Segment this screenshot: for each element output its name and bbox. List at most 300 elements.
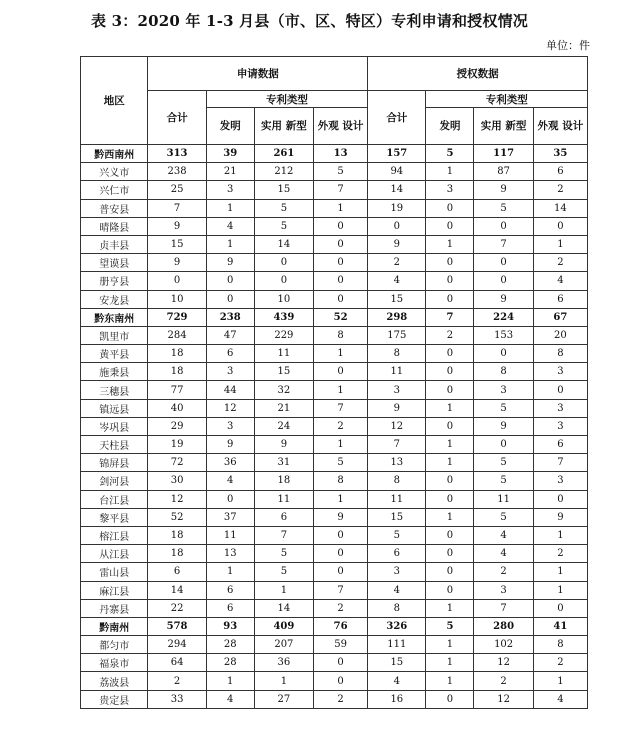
grant-total-cell: 19 — [368, 199, 426, 217]
grant-invention-cell: 0 — [426, 490, 474, 508]
apply-invention-cell: 3 — [206, 417, 254, 435]
region-cell: 凯里市 — [81, 326, 148, 344]
apply-total-cell: 52 — [148, 508, 206, 526]
apply-invention-cell: 12 — [206, 399, 254, 417]
grant-utility-cell: 5 — [474, 454, 533, 472]
grant-design-cell: 6 — [533, 436, 587, 454]
apply-utility-cell: 14 — [254, 599, 313, 617]
apply-design-cell: 0 — [314, 272, 368, 290]
region-cell: 台江县 — [81, 490, 148, 508]
grant-utility-cell: 3 — [474, 581, 533, 599]
grant-design-cell: 35 — [533, 145, 587, 163]
grant-utility-cell: 0 — [474, 254, 533, 272]
apply-total-header: 合计 — [148, 91, 206, 145]
apply-invention-cell: 28 — [206, 636, 254, 654]
apply-total-cell: 77 — [148, 381, 206, 399]
grant-utility-cell: 5 — [474, 472, 533, 490]
table-row — [81, 254, 588, 272]
grant-invention-cell: 0 — [426, 526, 474, 544]
apply-total-cell: 9 — [148, 217, 206, 235]
table-row — [81, 181, 588, 199]
table-row — [81, 636, 588, 654]
grant-design-cell: 67 — [533, 308, 587, 326]
grant-utility-cell: 0 — [474, 217, 533, 235]
apply-design-cell: 0 — [314, 672, 368, 690]
apply-design-cell: 2 — [314, 690, 368, 708]
apply-design-cell: 9 — [314, 508, 368, 526]
grant-invention-cell: 1 — [426, 454, 474, 472]
grant-design-cell: 0 — [533, 217, 587, 235]
grant-total-cell: 15 — [368, 290, 426, 308]
apply-invention-cell: 4 — [206, 472, 254, 490]
grant-total-cell: 7 — [368, 436, 426, 454]
grant-design-cell: 41 — [533, 617, 587, 635]
region-cell: 黔南州 — [81, 617, 148, 635]
apply-design-cell: 5 — [314, 454, 368, 472]
table-row — [81, 454, 588, 472]
table-row — [81, 545, 588, 563]
apply-total-cell: 19 — [148, 436, 206, 454]
apply-invention-cell: 21 — [206, 163, 254, 181]
apply-invention-cell: 93 — [206, 617, 254, 635]
apply-total-cell: 40 — [148, 399, 206, 417]
grant-total-cell: 8 — [368, 472, 426, 490]
grant-invention-cell: 0 — [426, 581, 474, 599]
apply-design-cell: 76 — [314, 617, 368, 635]
apply-utility-cell: 21 — [254, 399, 313, 417]
region-cell: 三穗县 — [81, 381, 148, 399]
table-body — [81, 145, 588, 709]
region-cell: 剑河县 — [81, 472, 148, 490]
grant-design-cell: 6 — [533, 163, 587, 181]
table-row — [81, 490, 588, 508]
table-row — [81, 599, 588, 617]
grant-group-header: 授权数据 — [368, 57, 588, 91]
apply-invention-cell: 37 — [206, 508, 254, 526]
grant-utility-cell: 5 — [474, 399, 533, 417]
apply-design-cell: 0 — [314, 363, 368, 381]
grant-design-cell: 8 — [533, 636, 587, 654]
table-row — [81, 508, 588, 526]
grant-utility-cell: 3 — [474, 381, 533, 399]
apply-invention-cell: 0 — [206, 490, 254, 508]
grant-total-cell: 4 — [368, 581, 426, 599]
grant-type-header: 专利类型 — [426, 91, 588, 108]
table-row — [81, 363, 588, 381]
region-cell: 黔东南州 — [81, 308, 148, 326]
table-row — [81, 290, 588, 308]
apply-design-cell: 13 — [314, 145, 368, 163]
apply-utility-header: 实用 新型 — [254, 108, 313, 145]
apply-utility-cell: 18 — [254, 472, 313, 490]
grant-utility-cell: 2 — [474, 563, 533, 581]
apply-invention-cell: 3 — [206, 363, 254, 381]
region-cell: 晴隆县 — [81, 217, 148, 235]
apply-total-cell: 284 — [148, 326, 206, 344]
grant-invention-cell: 0 — [426, 545, 474, 563]
apply-invention-cell: 9 — [206, 254, 254, 272]
apply-invention-cell: 3 — [206, 181, 254, 199]
grant-invention-cell: 0 — [426, 363, 474, 381]
grant-invention-cell: 0 — [426, 417, 474, 435]
apply-invention-cell: 39 — [206, 145, 254, 163]
apply-total-cell: 6 — [148, 563, 206, 581]
apply-utility-cell: 9 — [254, 436, 313, 454]
apply-utility-cell: 5 — [254, 563, 313, 581]
apply-design-cell: 7 — [314, 181, 368, 199]
apply-utility-cell: 261 — [254, 145, 313, 163]
grant-design-cell: 8 — [533, 345, 587, 363]
grant-utility-cell: 2 — [474, 672, 533, 690]
region-cell: 黔西南州 — [81, 145, 148, 163]
apply-utility-cell: 31 — [254, 454, 313, 472]
patent-table — [80, 56, 588, 709]
region-cell: 册亨县 — [81, 272, 148, 290]
grant-design-cell: 3 — [533, 472, 587, 490]
apply-invention-cell: 6 — [206, 345, 254, 363]
table-row — [81, 526, 588, 544]
grant-invention-cell: 1 — [426, 654, 474, 672]
apply-design-cell: 2 — [314, 599, 368, 617]
grant-utility-cell: 7 — [474, 599, 533, 617]
region-cell: 榕江县 — [81, 526, 148, 544]
apply-total-cell: 7 — [148, 199, 206, 217]
apply-type-header: 专利类型 — [206, 91, 367, 108]
grant-total-cell: 11 — [368, 363, 426, 381]
apply-utility-cell: 439 — [254, 308, 313, 326]
grant-utility-header: 实用 新型 — [474, 108, 533, 145]
grant-total-cell: 8 — [368, 599, 426, 617]
apply-total-cell: 29 — [148, 417, 206, 435]
region-cell: 安龙县 — [81, 290, 148, 308]
apply-design-cell: 0 — [314, 526, 368, 544]
grant-total-cell: 15 — [368, 654, 426, 672]
grant-invention-cell: 0 — [426, 254, 474, 272]
apply-invention-cell: 238 — [206, 308, 254, 326]
grant-design-cell: 9 — [533, 508, 587, 526]
apply-utility-cell: 212 — [254, 163, 313, 181]
grant-total-cell: 12 — [368, 417, 426, 435]
grant-utility-cell: 9 — [474, 181, 533, 199]
grant-design-cell: 1 — [533, 235, 587, 253]
region-cell: 黄平县 — [81, 345, 148, 363]
grant-utility-cell: 12 — [474, 690, 533, 708]
apply-design-cell: 52 — [314, 308, 368, 326]
apply-total-cell: 33 — [148, 690, 206, 708]
grant-design-cell: 0 — [533, 490, 587, 508]
grant-total-cell: 8 — [368, 345, 426, 363]
apply-design-cell: 8 — [314, 472, 368, 490]
apply-utility-cell: 5 — [254, 199, 313, 217]
grant-total-cell: 2 — [368, 254, 426, 272]
grant-invention-cell: 0 — [426, 472, 474, 490]
apply-utility-cell: 24 — [254, 417, 313, 435]
grant-invention-header: 发明 — [426, 108, 474, 145]
grant-design-cell: 1 — [533, 563, 587, 581]
apply-design-cell: 0 — [314, 654, 368, 672]
grant-total-cell: 13 — [368, 454, 426, 472]
grant-invention-cell: 1 — [426, 436, 474, 454]
grant-design-cell: 1 — [533, 581, 587, 599]
table-row — [81, 690, 588, 708]
grant-invention-cell: 1 — [426, 399, 474, 417]
grant-utility-cell: 5 — [474, 199, 533, 217]
apply-utility-cell: 14 — [254, 235, 313, 253]
apply-total-cell: 729 — [148, 308, 206, 326]
apply-invention-cell: 44 — [206, 381, 254, 399]
apply-utility-cell: 207 — [254, 636, 313, 654]
apply-design-cell: 1 — [314, 381, 368, 399]
apply-invention-cell: 1 — [206, 235, 254, 253]
grant-utility-cell: 87 — [474, 163, 533, 181]
grant-utility-cell: 0 — [474, 272, 533, 290]
grant-utility-cell: 224 — [474, 308, 533, 326]
region-cell: 兴仁市 — [81, 181, 148, 199]
grant-total-cell: 9 — [368, 399, 426, 417]
table-row — [81, 472, 588, 490]
grant-total-cell: 5 — [368, 526, 426, 544]
grant-total-cell: 14 — [368, 181, 426, 199]
apply-design-cell: 7 — [314, 399, 368, 417]
apply-invention-cell: 6 — [206, 599, 254, 617]
grant-invention-cell: 0 — [426, 199, 474, 217]
grant-design-cell: 2 — [533, 181, 587, 199]
grant-invention-cell: 3 — [426, 181, 474, 199]
grant-design-cell: 20 — [533, 326, 587, 344]
grant-invention-cell: 0 — [426, 217, 474, 235]
grant-total-cell: 3 — [368, 563, 426, 581]
apply-total-cell: 2 — [148, 672, 206, 690]
grant-invention-cell: 2 — [426, 326, 474, 344]
grant-invention-cell: 1 — [426, 235, 474, 253]
grant-utility-cell: 9 — [474, 417, 533, 435]
grant-invention-cell: 0 — [426, 381, 474, 399]
apply-total-cell: 18 — [148, 545, 206, 563]
grant-total-cell: 6 — [368, 545, 426, 563]
grant-design-cell: 2 — [533, 254, 587, 272]
table-row-prefecture — [81, 145, 588, 163]
apply-invention-cell: 6 — [206, 581, 254, 599]
grant-total-cell: 0 — [368, 217, 426, 235]
apply-utility-cell: 0 — [254, 272, 313, 290]
grant-utility-cell: 117 — [474, 145, 533, 163]
grant-invention-cell: 1 — [426, 163, 474, 181]
apply-utility-cell: 1 — [254, 672, 313, 690]
apply-invention-cell: 0 — [206, 290, 254, 308]
table-row — [81, 654, 588, 672]
apply-design-cell: 8 — [314, 326, 368, 344]
table-row — [81, 326, 588, 344]
apply-total-cell: 9 — [148, 254, 206, 272]
grant-utility-cell: 8 — [474, 363, 533, 381]
apply-utility-cell: 409 — [254, 617, 313, 635]
apply-design-cell: 1 — [314, 490, 368, 508]
region-cell: 镇远县 — [81, 399, 148, 417]
apply-utility-cell: 6 — [254, 508, 313, 526]
apply-utility-cell: 27 — [254, 690, 313, 708]
grant-total-cell: 326 — [368, 617, 426, 635]
grant-invention-cell: 0 — [426, 690, 474, 708]
apply-design-cell: 2 — [314, 417, 368, 435]
grant-design-header: 外观 设计 — [533, 108, 587, 145]
grant-utility-cell: 7 — [474, 235, 533, 253]
grant-total-header: 合计 — [368, 91, 426, 145]
apply-design-cell: 59 — [314, 636, 368, 654]
grant-design-cell: 4 — [533, 690, 587, 708]
grant-total-cell: 9 — [368, 235, 426, 253]
region-cell: 锦屏县 — [81, 454, 148, 472]
apply-utility-cell: 15 — [254, 363, 313, 381]
grant-total-cell: 157 — [368, 145, 426, 163]
apply-total-cell: 0 — [148, 272, 206, 290]
grant-invention-cell: 0 — [426, 272, 474, 290]
grant-total-cell: 4 — [368, 672, 426, 690]
table-row — [81, 417, 588, 435]
region-cell: 望谟县 — [81, 254, 148, 272]
apply-total-cell: 25 — [148, 181, 206, 199]
apply-total-cell: 64 — [148, 654, 206, 672]
apply-invention-cell: 4 — [206, 217, 254, 235]
apply-invention-cell: 4 — [206, 690, 254, 708]
apply-invention-cell: 1 — [206, 672, 254, 690]
apply-total-cell: 18 — [148, 526, 206, 544]
apply-utility-cell: 5 — [254, 217, 313, 235]
apply-utility-cell: 10 — [254, 290, 313, 308]
table-title: 表 3：2020 年 1-3 月县（市、区、特区）专利申请和授权情况 — [91, 12, 528, 30]
table-row — [81, 436, 588, 454]
grant-invention-cell: 0 — [426, 345, 474, 363]
apply-design-cell: 1 — [314, 436, 368, 454]
apply-utility-cell: 0 — [254, 254, 313, 272]
apply-total-cell: 10 — [148, 290, 206, 308]
grant-utility-cell: 12 — [474, 654, 533, 672]
table-row — [81, 235, 588, 253]
region-cell: 都匀市 — [81, 636, 148, 654]
grant-total-cell: 4 — [368, 272, 426, 290]
region-cell: 黎平县 — [81, 508, 148, 526]
apply-utility-cell: 36 — [254, 654, 313, 672]
apply-invention-cell: 1 — [206, 199, 254, 217]
apply-total-cell: 294 — [148, 636, 206, 654]
region-header: 地区 — [81, 57, 148, 145]
apply-total-cell: 578 — [148, 617, 206, 635]
apply-total-cell: 15 — [148, 235, 206, 253]
grant-design-cell: 3 — [533, 363, 587, 381]
grant-total-cell: 175 — [368, 326, 426, 344]
grant-total-cell: 11 — [368, 490, 426, 508]
table-row — [81, 345, 588, 363]
apply-design-cell: 0 — [314, 290, 368, 308]
apply-invention-cell: 9 — [206, 436, 254, 454]
grant-utility-cell: 4 — [474, 526, 533, 544]
apply-utility-cell: 5 — [254, 545, 313, 563]
apply-invention-header: 发明 — [206, 108, 254, 145]
apply-design-cell: 0 — [314, 217, 368, 235]
grant-invention-cell: 5 — [426, 617, 474, 635]
grant-design-cell: 3 — [533, 399, 587, 417]
apply-design-header: 外观 设计 — [314, 108, 368, 145]
table-row — [81, 563, 588, 581]
apply-design-cell: 1 — [314, 199, 368, 217]
grant-invention-cell: 0 — [426, 290, 474, 308]
table-row — [81, 199, 588, 217]
table-row — [81, 399, 588, 417]
table-row — [81, 272, 588, 290]
region-cell: 岑巩县 — [81, 417, 148, 435]
apply-total-cell: 18 — [148, 363, 206, 381]
apply-invention-cell: 13 — [206, 545, 254, 563]
grant-design-cell: 0 — [533, 599, 587, 617]
grant-total-cell: 16 — [368, 690, 426, 708]
region-cell: 兴义市 — [81, 163, 148, 181]
table-row-prefecture — [81, 308, 588, 326]
grant-utility-cell: 4 — [474, 545, 533, 563]
grant-invention-cell: 0 — [426, 563, 474, 581]
apply-invention-cell: 47 — [206, 326, 254, 344]
apply-design-cell: 7 — [314, 581, 368, 599]
grant-design-cell: 1 — [533, 672, 587, 690]
apply-design-cell: 0 — [314, 254, 368, 272]
apply-utility-cell: 11 — [254, 490, 313, 508]
grant-design-cell: 2 — [533, 545, 587, 563]
grant-invention-cell: 7 — [426, 308, 474, 326]
grant-design-cell: 7 — [533, 454, 587, 472]
region-cell: 丹寨县 — [81, 599, 148, 617]
apply-total-cell: 12 — [148, 490, 206, 508]
apply-total-cell: 14 — [148, 581, 206, 599]
table-row — [81, 672, 588, 690]
grant-utility-cell: 102 — [474, 636, 533, 654]
apply-design-cell: 5 — [314, 163, 368, 181]
table-row-prefecture — [81, 617, 588, 635]
table-row — [81, 381, 588, 399]
grant-utility-cell: 153 — [474, 326, 533, 344]
grant-design-cell: 2 — [533, 654, 587, 672]
apply-utility-cell: 229 — [254, 326, 313, 344]
apply-utility-cell: 7 — [254, 526, 313, 544]
apply-utility-cell: 11 — [254, 345, 313, 363]
apply-group-header: 申请数据 — [148, 57, 368, 91]
apply-design-cell: 0 — [314, 545, 368, 563]
grant-design-cell: 3 — [533, 417, 587, 435]
region-cell: 从江县 — [81, 545, 148, 563]
unit-label: 单位：件 — [546, 39, 590, 52]
apply-invention-cell: 28 — [206, 654, 254, 672]
apply-total-cell: 22 — [148, 599, 206, 617]
apply-utility-cell: 15 — [254, 181, 313, 199]
apply-invention-cell: 36 — [206, 454, 254, 472]
apply-invention-cell: 0 — [206, 272, 254, 290]
grant-total-cell: 15 — [368, 508, 426, 526]
region-cell: 普安县 — [81, 199, 148, 217]
apply-utility-cell: 1 — [254, 581, 313, 599]
region-cell: 施秉县 — [81, 363, 148, 381]
apply-total-cell: 238 — [148, 163, 206, 181]
grant-total-cell: 94 — [368, 163, 426, 181]
region-cell: 贵定县 — [81, 690, 148, 708]
grant-utility-cell: 11 — [474, 490, 533, 508]
grant-design-cell: 6 — [533, 290, 587, 308]
grant-utility-cell: 9 — [474, 290, 533, 308]
grant-invention-cell: 1 — [426, 636, 474, 654]
region-cell: 麻江县 — [81, 581, 148, 599]
grant-design-cell: 1 — [533, 526, 587, 544]
region-cell: 雷山县 — [81, 563, 148, 581]
table-row — [81, 581, 588, 599]
region-cell: 贞丰县 — [81, 235, 148, 253]
grant-utility-cell: 280 — [474, 617, 533, 635]
grant-design-cell: 4 — [533, 272, 587, 290]
